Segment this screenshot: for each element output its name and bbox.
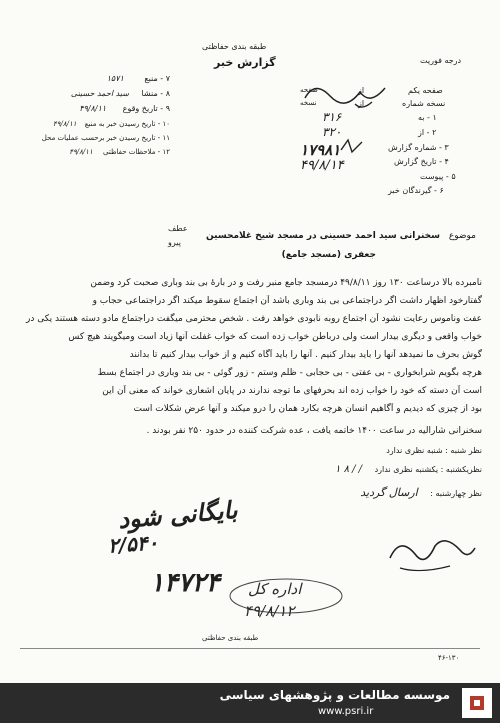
field-report-number: ۳ - شماره گزارش	[388, 143, 449, 152]
page-code: ۴۶-۱۳۰	[438, 654, 460, 662]
archive-note: بایگانی شود	[116, 494, 239, 535]
field-event-date: ۹ - تاریخ وقوع ۴۹/۸/۱۱	[79, 104, 170, 113]
report-number-value: ۱۷۹۸۱	[300, 141, 341, 159]
field-operations-date: ۱۱ - تاریخ رسیدن خبر برحسب عملیات محل	[41, 134, 170, 142]
institute-name: موسسه مطالعات و پژوهشهای سیاسی	[219, 688, 450, 702]
evaluation-note: نظر شنبه : شنبه نظری ندارد	[386, 446, 482, 455]
field-report-date: ۴ - تاریخ گزارش	[394, 157, 449, 166]
field-first-page: صفحه یکم	[408, 86, 443, 95]
body-line: هرچه بگویم شرابخواری - بی عفتی - بی حجابی - ظلم وستم - زور گوئی - بی بند وباری در اجتماع بسط	[97, 368, 482, 378]
review-note-1: نظریکشنبه : یکشنبه نظری ندارد / / ۸ ۱	[335, 464, 482, 475]
from-label-a: از	[358, 86, 365, 95]
field-from: ۲ - از	[418, 128, 437, 137]
subject-subtitle: جعفری (مسجد جامع)	[281, 250, 376, 260]
body-line: گفتارخود اظهار داشت اگر دراجتماعی بی بند وباری باشد آن اجتماع سقوط میکند اگر دراجتماعی حجاب و	[92, 296, 482, 306]
to-value: ۳۱۶	[322, 110, 342, 124]
body-line: نامبرده بالا درساعت ۱۳۰ روز ۴۹/۸/۱۱ درمسجد جامع منبر رفت و در بارهٔ بی بند وباری صحبت کرد وضمن	[90, 278, 482, 288]
archive-number: ۲/۵۴۰	[107, 530, 160, 558]
review-note-2: نظر چهارشنبه : ارسال گردید	[360, 486, 482, 499]
field-security-notes: ۱۲ - ملاحظات حفاظتی ۴۹/۸/۱۱	[69, 148, 170, 156]
handwritten-header-mark	[300, 78, 390, 112]
field-copy-number: نسخه شماره	[402, 99, 446, 108]
grade-label: درجه فوریت	[420, 56, 462, 65]
from-value: ۳۲۰	[322, 125, 342, 139]
footer-rule	[20, 648, 480, 649]
field-attachment: ۵ - پیوست	[420, 172, 456, 181]
field-received-date: ۱۰ - تاریخ رسیدن خبر به منبع ۴۹/۸/۱۱	[53, 120, 170, 128]
body-line: سخنرانی شارالیه در ساعت ۱۴۰۰ خاتمه یافت ، عده شرکت کننده در حدود ۲۵۰ نفر بودند .	[146, 426, 482, 436]
from-label-b: از	[358, 99, 365, 108]
body-line: خواب واقعی و دیگری بیدار است ولی درباطن خواب زده است که خواب غفلت آنها زیاد است ومیگویند هیچ کس	[68, 332, 482, 342]
classification-label: طبقه بندی حفاظتی	[202, 42, 267, 51]
body-line: عفت وناموس رعایت نشود آن اجتماع روبه نابودی خواهد رفت . شخص محترمی میگفت دراجتماع مادو دسته هستند یکی در	[26, 314, 482, 324]
footer-classification: طبقه بندی حفاظتی	[202, 634, 259, 642]
peyro-label: پیرو	[168, 238, 181, 247]
field-recipients: ۶ - گیرندگان خبر	[388, 186, 444, 195]
atf-label: عطف	[168, 224, 188, 233]
page-of-label: صفحه	[300, 86, 318, 94]
logo-icon	[462, 688, 492, 718]
field-source: ۷ - منبع ۱۵۷۱	[106, 74, 170, 83]
institute-logo	[462, 688, 492, 718]
institute-banner	[0, 683, 500, 723]
form-title: گزارش خبر	[214, 56, 276, 69]
subject-line	[206, 231, 476, 241]
body-line: است آن دسته که خود را خواب زده اند بحرفهای ما توجه ندارند در پایان اشعاری خواند که معنی آن این	[102, 386, 482, 396]
stamp-date: ۴۹/۸/۱۲	[244, 602, 295, 620]
stamp-text: اداره کل	[248, 580, 302, 598]
copy-label: نسخه	[300, 99, 317, 107]
handwritten-prefix-mark	[338, 136, 368, 156]
field-to: ۱ - به	[418, 113, 437, 122]
subject-label: موضوع	[448, 231, 476, 241]
field-origin: ۸ - منشا سید احمد حسینی	[70, 89, 170, 98]
signature-mark	[380, 528, 480, 578]
report-date-value: ۴۹/۸/۱۴	[300, 158, 344, 173]
body-line: بود از چیزی که دیدیم و آگاهیم انسان هرچه بکارد همان را درو میکند و آنها عرض شکلات است	[133, 404, 482, 414]
institute-url[interactable]: www.psri.ir	[318, 706, 374, 717]
file-number: ۱۴۷۲۴	[150, 568, 220, 598]
subject-text: سخنرانی سید احمد حسینی در مسجد شیخ غلامحسین	[206, 231, 440, 241]
body-line: گوش بحرف ما نمیدهد آنها را باید بیدار کنیم . آنها را باید آگاه کنیم و از خواب بیدار کنیم تا بدانند	[129, 350, 482, 360]
